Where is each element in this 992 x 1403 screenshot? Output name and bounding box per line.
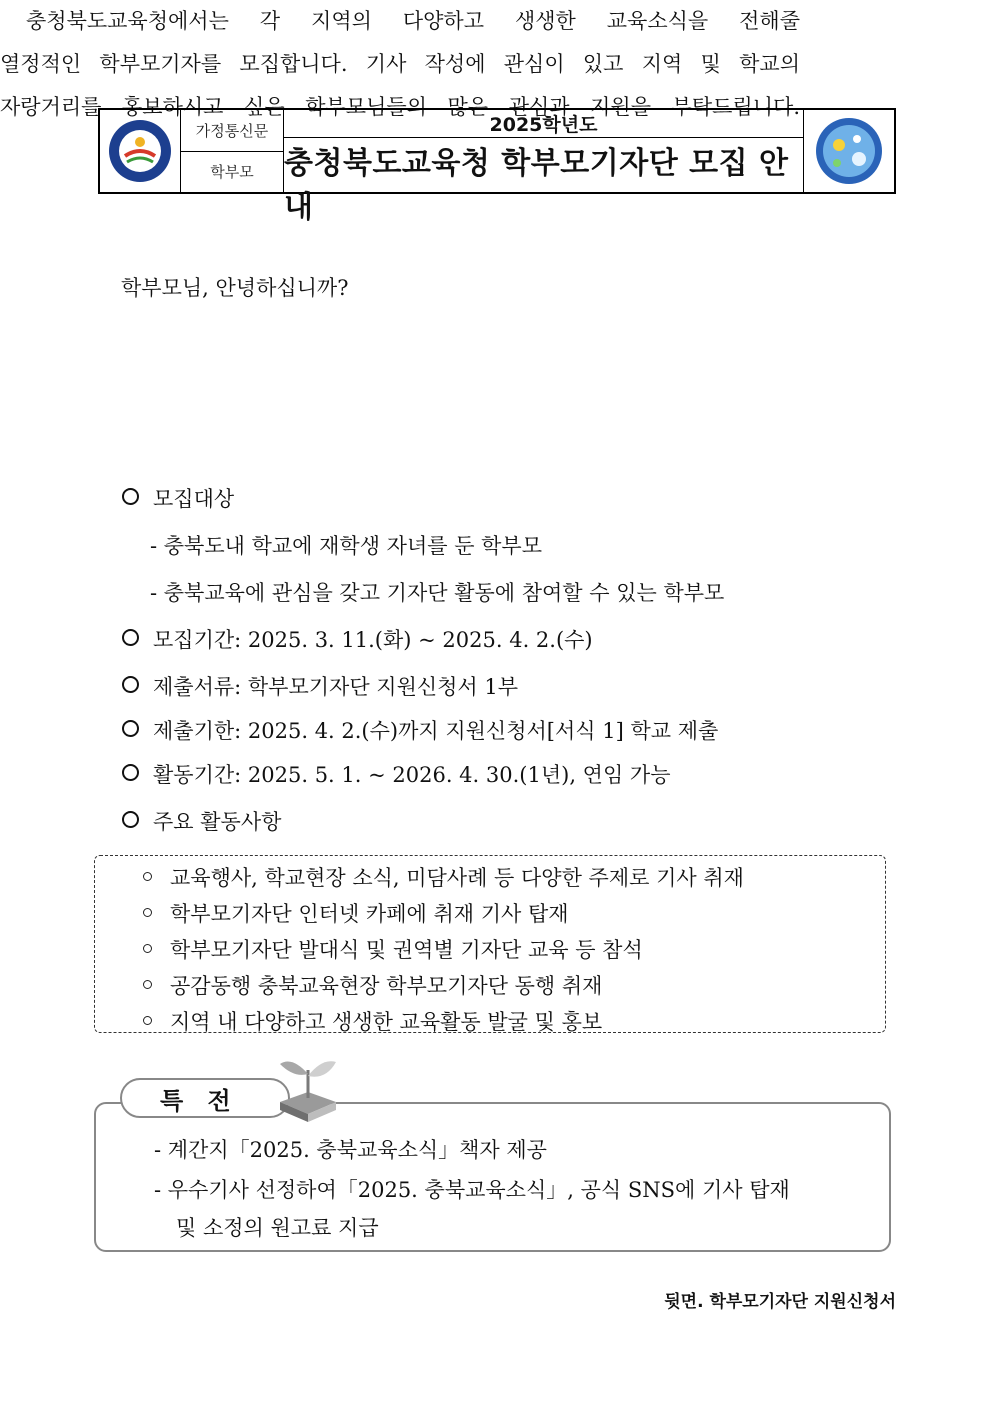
circle-bullet-icon — [122, 676, 139, 693]
circle-bullet-icon — [122, 488, 139, 505]
activity-item — [143, 860, 885, 896]
main-activities-title: 주요 활동사항 — [153, 810, 282, 834]
small-circle-icon — [143, 872, 152, 881]
documents-row — [122, 671, 518, 701]
circle-bullet-icon — [122, 629, 139, 646]
intro-line: 충청북도교육청에서는 각 지역의 다양하고 생생한 교육소식을 전해줄 — [26, 9, 800, 33]
book-sprout-icon — [272, 1052, 342, 1124]
activity-item — [143, 1004, 885, 1040]
perks-title-tab — [120, 1078, 290, 1118]
circle-bullet-icon — [122, 764, 139, 781]
activity-text: 교육행사, 학교현장 소식, 미담사례 등 다양한 주제로 기사 취재 — [170, 866, 744, 890]
small-circle-icon — [143, 1016, 152, 1025]
page-title: 충청북도교육청 학부모기자단 모집 안내 — [284, 146, 789, 225]
year-line: 2025학년도 — [284, 110, 803, 138]
deadline-row — [122, 715, 718, 745]
campaign-badge-icon — [813, 115, 885, 187]
target-heading — [122, 483, 234, 513]
perk-item: - 우수기사 선정하여「2025. 충북교육소식」, 공식 SNS에 기사 탑재 — [154, 1178, 790, 1202]
target-item: - 충북도내 학교에 재학생 자녀를 둔 학부모 — [150, 534, 543, 558]
activity-period-row — [122, 759, 671, 789]
documents-text: 제출서류: 학부모기자단 지원신청서 1부 — [153, 675, 519, 699]
perk-item-continued: 및 소정의 원고료 지급 — [176, 1216, 379, 1240]
intro-line: 열정적인 학부모기자를 모집합니다. 기사 작성에 관심이 있고 지역 및 학교의 — [0, 52, 800, 76]
intro-line: 자랑거리를 홍보하시고 싶은 학부모님들의 많은 관심과 지원을 부탁드립니다. — [0, 95, 800, 119]
small-circle-icon — [143, 980, 152, 989]
activity-text: 학부모기자단 인터넷 카페에 취재 기사 탑재 — [170, 902, 569, 926]
activity-item — [143, 932, 885, 968]
activity-item — [143, 968, 885, 1004]
main-activities-row — [122, 806, 281, 836]
perks-box — [94, 1102, 891, 1252]
circle-bullet-icon — [122, 811, 139, 828]
activity-period-text: 활동기간: 2025. 5. 1. ~ 2026. 4. 30.(1년), 연임 가능 — [153, 763, 671, 787]
footer-note: 뒷면. 학부모기자단 지원신청서 — [664, 1292, 896, 1312]
audience-label: 학부모 — [210, 163, 254, 182]
activity-item — [143, 896, 885, 932]
header-meta — [181, 110, 284, 192]
activities-box — [94, 855, 886, 1033]
activity-text: 학부모기자단 발대식 및 권역별 기자단 교육 등 참석 — [170, 938, 643, 962]
activity-text: 지역 내 다양하고 생생한 교육활동 발굴 및 홍보 — [170, 1010, 603, 1034]
perks-title: 특 전 — [160, 1086, 239, 1115]
category-label: 가정통신문 — [181, 110, 283, 152]
target-title: 모집대상 — [153, 487, 235, 511]
greeting: 학부모님, 안녕하십니까? — [121, 276, 349, 300]
small-circle-icon — [143, 944, 152, 953]
badge-cell — [804, 110, 894, 192]
period-text: 모집기간: 2025. 3. 11.(화) ~ 2025. 4. 2.(수) — [153, 628, 593, 652]
logo-cell — [100, 110, 181, 192]
perk-item: - 계간지「2025. 충북교육소식」책자 제공 — [154, 1138, 547, 1162]
circle-bullet-icon — [122, 720, 139, 737]
period-row — [122, 624, 593, 654]
deadline-text: 제출기한: 2025. 4. 2.(수)까지 지원신청서[서식 1] 학교 제출 — [153, 719, 719, 743]
activity-text: 공감동행 충북교육현장 학부모기자단 동행 취재 — [170, 974, 603, 998]
header-title-cell — [284, 110, 804, 225]
header-table — [98, 108, 896, 225]
kindergarten-emblem-icon — [107, 118, 173, 184]
target-item: - 충북교육에 관심을 갖고 기자단 활동에 참여할 수 있는 학부모 — [150, 581, 725, 605]
small-circle-icon — [143, 908, 152, 917]
